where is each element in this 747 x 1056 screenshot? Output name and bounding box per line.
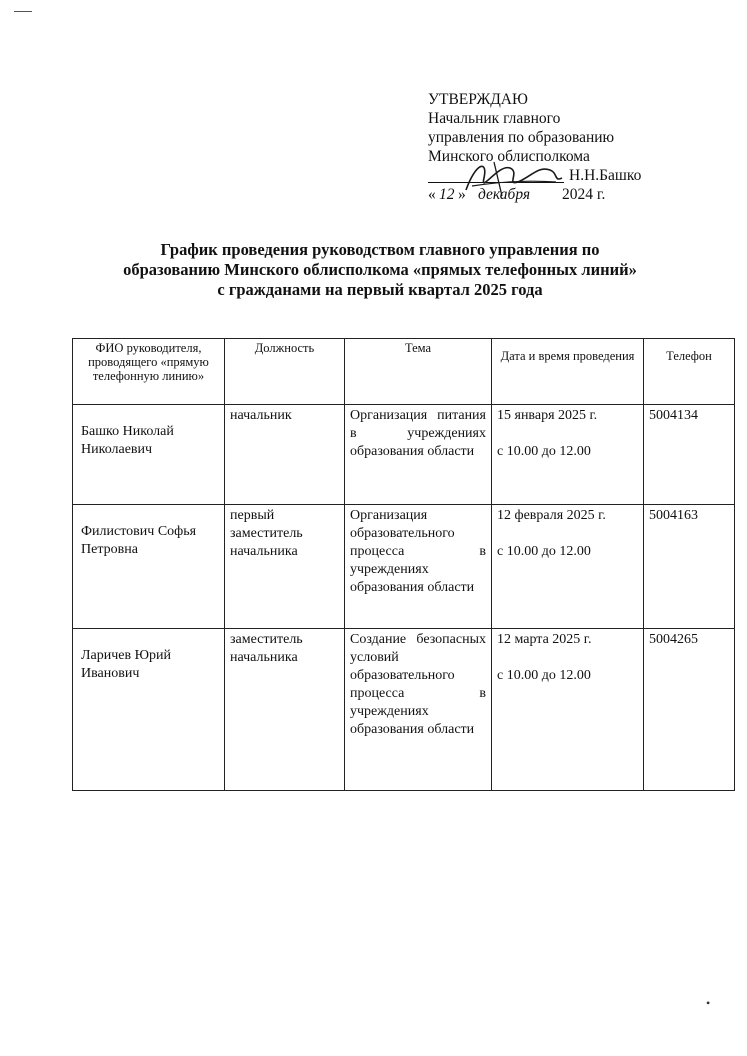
cell-position: первый заместитель начальника xyxy=(225,505,345,629)
signatory-name: Н.Н.Башко xyxy=(569,167,642,184)
date-day: 12 xyxy=(439,186,455,203)
approval-block xyxy=(428,90,728,204)
header-position: Должность xyxy=(225,339,345,405)
cell-time: с 10.00 до 12.00 xyxy=(497,668,591,683)
cell-date: 12 марта 2025 г. xyxy=(497,632,592,647)
header-topic: Тема xyxy=(345,339,492,405)
approval-date xyxy=(428,185,728,204)
scan-speck: • xyxy=(706,996,711,1010)
title-line2: образованию Минского облисполкома «прямых телефонных линий» xyxy=(123,260,637,279)
approver-position-line3: Минского облисполкома xyxy=(428,148,590,165)
cell-topic: Организация питания в учреждениях образования области xyxy=(345,405,492,505)
header-phone: Телефон xyxy=(644,339,735,405)
cell-topic: Организация образовательного процесса в учреждениях образования области xyxy=(345,505,492,629)
cell-name: Ларичев Юрий Иванович xyxy=(73,629,225,791)
cell-time: с 10.00 до 12.00 xyxy=(497,444,591,459)
cell-datetime xyxy=(492,505,644,629)
approve-heading: УТВЕРЖДАЮ xyxy=(428,91,528,108)
cell-phone: 5004163 xyxy=(644,505,735,629)
header-name: ФИО руководителя, проводящего «прямую телефонную линию» xyxy=(73,339,225,405)
approver-position-line1: Начальник главного xyxy=(428,110,561,127)
date-year: 2024 г. xyxy=(562,186,606,203)
hotline-schedule-table xyxy=(72,338,735,791)
cell-date: 15 января 2025 г. xyxy=(497,408,598,423)
cell-phone: 5004134 xyxy=(644,405,735,505)
cell-name: Башко Николай Николаевич xyxy=(73,405,225,505)
signature-row xyxy=(428,166,728,185)
cell-position: начальник xyxy=(225,405,345,505)
cell-datetime xyxy=(492,629,644,791)
cell-date: 12 февраля 2025 г. xyxy=(497,508,606,523)
document-title xyxy=(80,240,680,300)
table-row xyxy=(73,629,735,791)
cell-topic: Создание безопасных условий образовательного процесса в учреждениях образования области xyxy=(345,629,492,791)
header-datetime: Дата и время проведения xyxy=(492,339,644,405)
approver-position-line2: управления по образованию xyxy=(428,129,615,146)
cell-datetime xyxy=(492,405,644,505)
table-row xyxy=(73,405,735,505)
table-row xyxy=(73,505,735,629)
date-close-quote: » xyxy=(458,186,466,203)
date-month: декабря xyxy=(478,186,531,203)
title-line1: График проведения руководством главного управления по xyxy=(160,240,600,259)
cell-position: заместитель начальника xyxy=(225,629,345,791)
table-header-row xyxy=(73,339,735,405)
cell-name: Филистович Софья Петровна xyxy=(73,505,225,629)
cell-phone: 5004265 xyxy=(644,629,735,791)
date-open-quote: « xyxy=(428,186,436,203)
title-line3: с гражданами на первый квартал 2025 года xyxy=(217,280,543,299)
scan-mark xyxy=(14,11,32,12)
cell-time: с 10.00 до 12.00 xyxy=(497,544,591,559)
